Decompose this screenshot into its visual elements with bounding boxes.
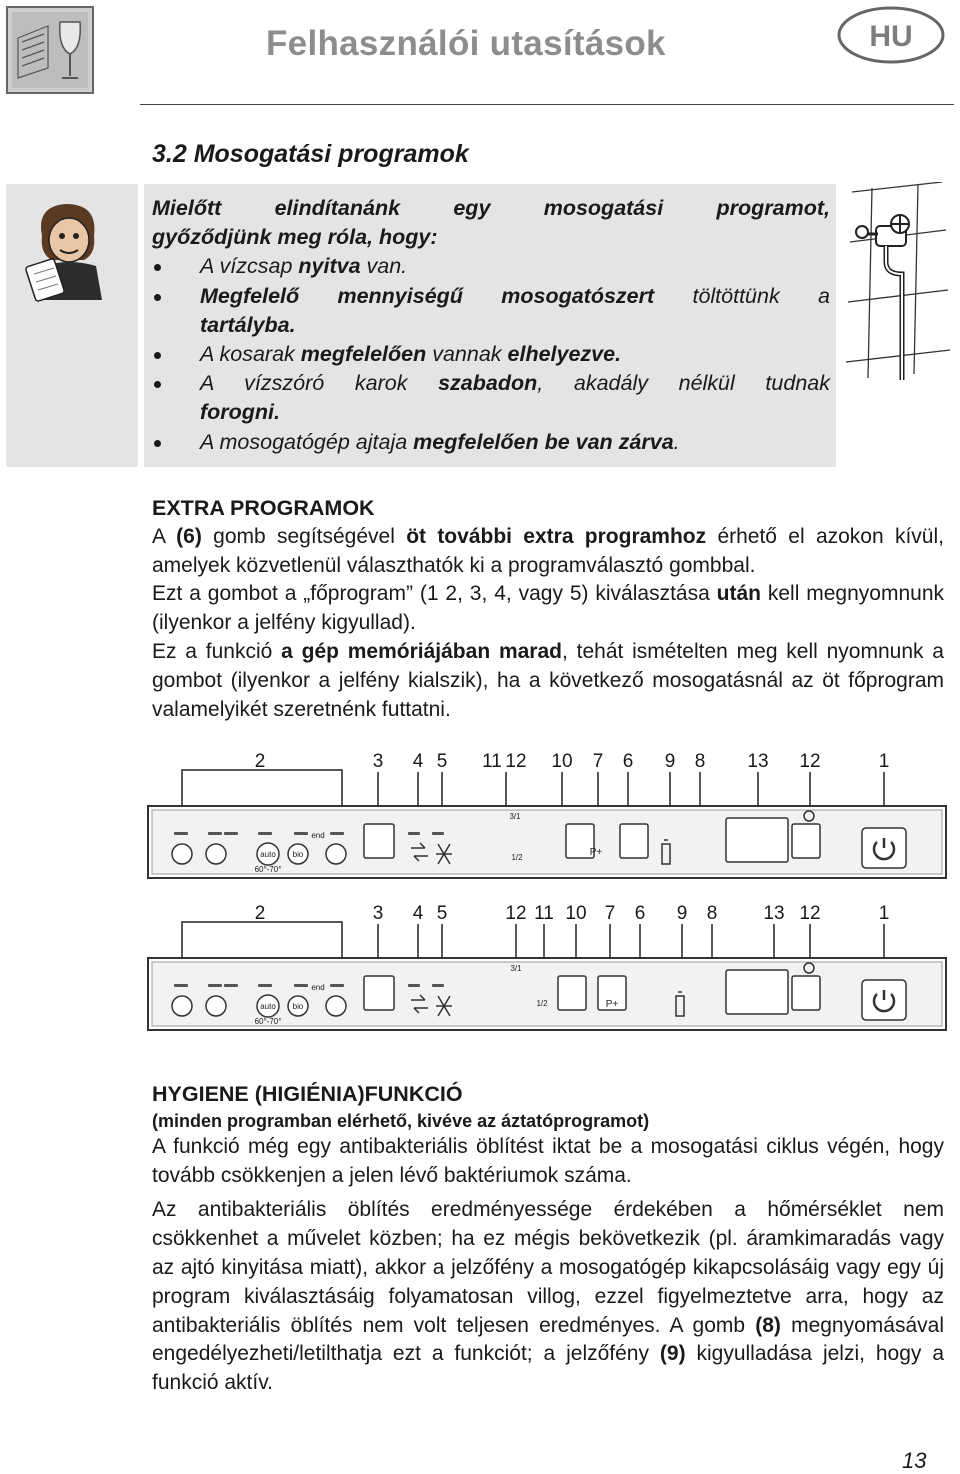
list-item: A kosarak megfelelően vannak elhelyezve.: [152, 340, 830, 369]
intensive-program-button[interactable]: [326, 996, 346, 1016]
hygiene-paragraph-1: A funkció még egy antibakteriális öblítést iktat be a mosogatási ciklus végén, hogy tovább csökkenjen a jelen lévő baktériumok száma.: [152, 1134, 944, 1187]
callout-label: 2: [254, 751, 266, 772]
callout-label: 5: [436, 751, 448, 772]
button-12[interactable]: [792, 976, 820, 1010]
section-heading: 3.2 Mosogatási programok: [152, 140, 469, 168]
svg-text:bio: bio: [292, 1002, 304, 1011]
bullet-icon: [154, 440, 161, 447]
callout-label: 1: [878, 903, 890, 924]
callout-label: 10: [565, 903, 587, 924]
button-12[interactable]: [792, 824, 820, 858]
callout-label: 9: [664, 751, 676, 772]
end-label: end: [311, 983, 325, 992]
program-select-button[interactable]: [364, 824, 394, 858]
callout-label: 12: [799, 751, 821, 772]
list-item: A vízcsap nyitva van.: [152, 252, 830, 281]
end-label: end: [311, 831, 325, 840]
extra-paragraph-2: Ezt a gombot a „főprogram” (1 2, 3, 4, vagy 5) kiválasztása után kell megnyomnunk (ilyenkor a jelfény kigyullad).: [152, 582, 944, 635]
callout-label: 2: [254, 903, 266, 924]
language-code: HU: [869, 20, 913, 53]
extra-paragraph-3: Ez a funkció a gép memóriájában marad, tehát ismételten meg kell nyomnunk a gombot (ilyenkor a jelfény kialszik), ha a következő mosogatásnál az öt főprogram valamelyikét szeretnénk futtatni.: [152, 639, 944, 721]
callout-label: 12: [505, 751, 527, 772]
hygiene-heading: HYGIENE (HIGIÉNIA)FUNKCIÓ: [152, 1082, 463, 1106]
callout-label: 7: [604, 903, 616, 924]
svg-text:auto: auto: [260, 1002, 276, 1011]
callout-label: 11: [482, 751, 502, 772]
glass-program-button[interactable]: [206, 996, 226, 1016]
document-title: Felhasználói utasítások: [266, 24, 666, 63]
svg-text:bio: bio: [292, 850, 304, 859]
notice-intro-line1: Mielőtt elindítanánk egy mosogatási programot,: [152, 196, 830, 220]
list-item: Megfelelő mennyiségű mosogatószert töltöttünk a tartályba.: [152, 282, 830, 340]
control-panel-diagram-alt: [146, 900, 948, 1032]
hygiene-section: [152, 1080, 944, 1398]
program-select-button[interactable]: [364, 976, 394, 1010]
callout-label: 9: [676, 903, 688, 924]
auto-temperature-label: 60°-70°: [254, 1017, 282, 1026]
auto-temperature-label: 60°-70°: [254, 865, 282, 874]
person-reading-icon: [22, 196, 118, 306]
control-panel-diagram: [146, 748, 948, 880]
dishwasher-logo-icon: [6, 6, 94, 94]
extra-paragraph-1: A (6) gomb segítségével öt további extra programhoz érhető el azokon kívül, amelyek közvetlenül választhatók ki a programválasztó gombbal.: [152, 524, 944, 577]
prerequisite-list: [152, 252, 830, 456]
glass-program-button[interactable]: [206, 844, 226, 864]
bullet-icon: [154, 352, 161, 359]
third-label: 3/1: [509, 812, 521, 821]
display-window: [726, 818, 788, 862]
soak-program-button[interactable]: [172, 844, 192, 864]
callout-label: 13: [763, 903, 785, 924]
bullet-icon: [154, 294, 161, 301]
hygiene-paragraph-2: Az antibakteriális öblítés eredményessége érdekében a hőmérséklet nem csökkenhet a művelet közben; ha ez mégis bekövetkezik (pl. áramkimaradás vagy az ajtó kinyitása miatt), akkor a jelzőfény a mosogatógép kikapcsolásáig vagy egy új program kiválasztásáig folyamatosan villog, ezzel figyelmeztetve arra, hogy az antibakteriális öblítés nem volt teljesen eredményes. A gomb (8) megnyomásával engedélyezheti/letilthatja ezt a funkciót; a jelzőfény (9) kigyulladása jelzi, hogy a funkció aktív.: [152, 1198, 945, 1395]
callout-label: 5: [436, 903, 448, 924]
extra-program-label: P+: [605, 999, 619, 1010]
callout-label: 10: [551, 751, 573, 772]
soak-program-button[interactable]: [172, 996, 192, 1016]
hygiene-subheading: (minden programban elérhető, kivéve az áztatóprogramot): [152, 1110, 650, 1131]
extra-programs-section: [152, 494, 944, 724]
callout-label: 7: [592, 751, 604, 772]
callout-label: 4: [412, 903, 424, 924]
extra-program-label: P+: [589, 847, 603, 858]
prerequisite-notice: [152, 194, 830, 457]
callout-label: 8: [706, 903, 718, 924]
callout-label: 6: [622, 751, 634, 772]
bullet-icon: [154, 381, 161, 388]
callout-label: 6: [634, 903, 646, 924]
page-number: 13: [902, 1448, 927, 1473]
callout-label: 12: [799, 903, 821, 924]
language-badge: [836, 4, 946, 66]
extra-program-button[interactable]: [620, 824, 648, 858]
half-load-label: 1/2: [511, 853, 523, 862]
third-label: 3/1: [510, 964, 522, 973]
callout-label: 11: [534, 903, 554, 924]
intensive-program-button[interactable]: [326, 844, 346, 864]
button-7[interactable]: [558, 976, 586, 1010]
list-item: A mosogatógép ajtaja megfelelően be van zárva.: [152, 428, 830, 457]
display-window: [726, 970, 788, 1014]
extra-programs-heading: EXTRA PROGRAMOK: [152, 496, 375, 520]
callout-label: 3: [372, 903, 384, 924]
callout-label: 13: [747, 751, 769, 772]
notice-intro-line2: győződjünk meg róla, hogy:: [152, 225, 438, 250]
callout-label: 3: [372, 751, 384, 772]
list-item: A vízszóró karok szabadon, akadály nélkül tudnak forogni.: [152, 369, 830, 427]
callout-label: 12: [505, 903, 527, 924]
half-load-label: 1/2: [536, 999, 548, 1008]
notice-separator: [138, 184, 144, 467]
water-tap-icon: [842, 182, 954, 382]
callout-label: 8: [694, 751, 706, 772]
callout-label: 4: [412, 751, 424, 772]
callout-label: 1: [878, 751, 890, 772]
bullet-icon: [154, 264, 161, 271]
header-divider: [140, 104, 954, 105]
svg-text:auto: auto: [260, 850, 276, 859]
